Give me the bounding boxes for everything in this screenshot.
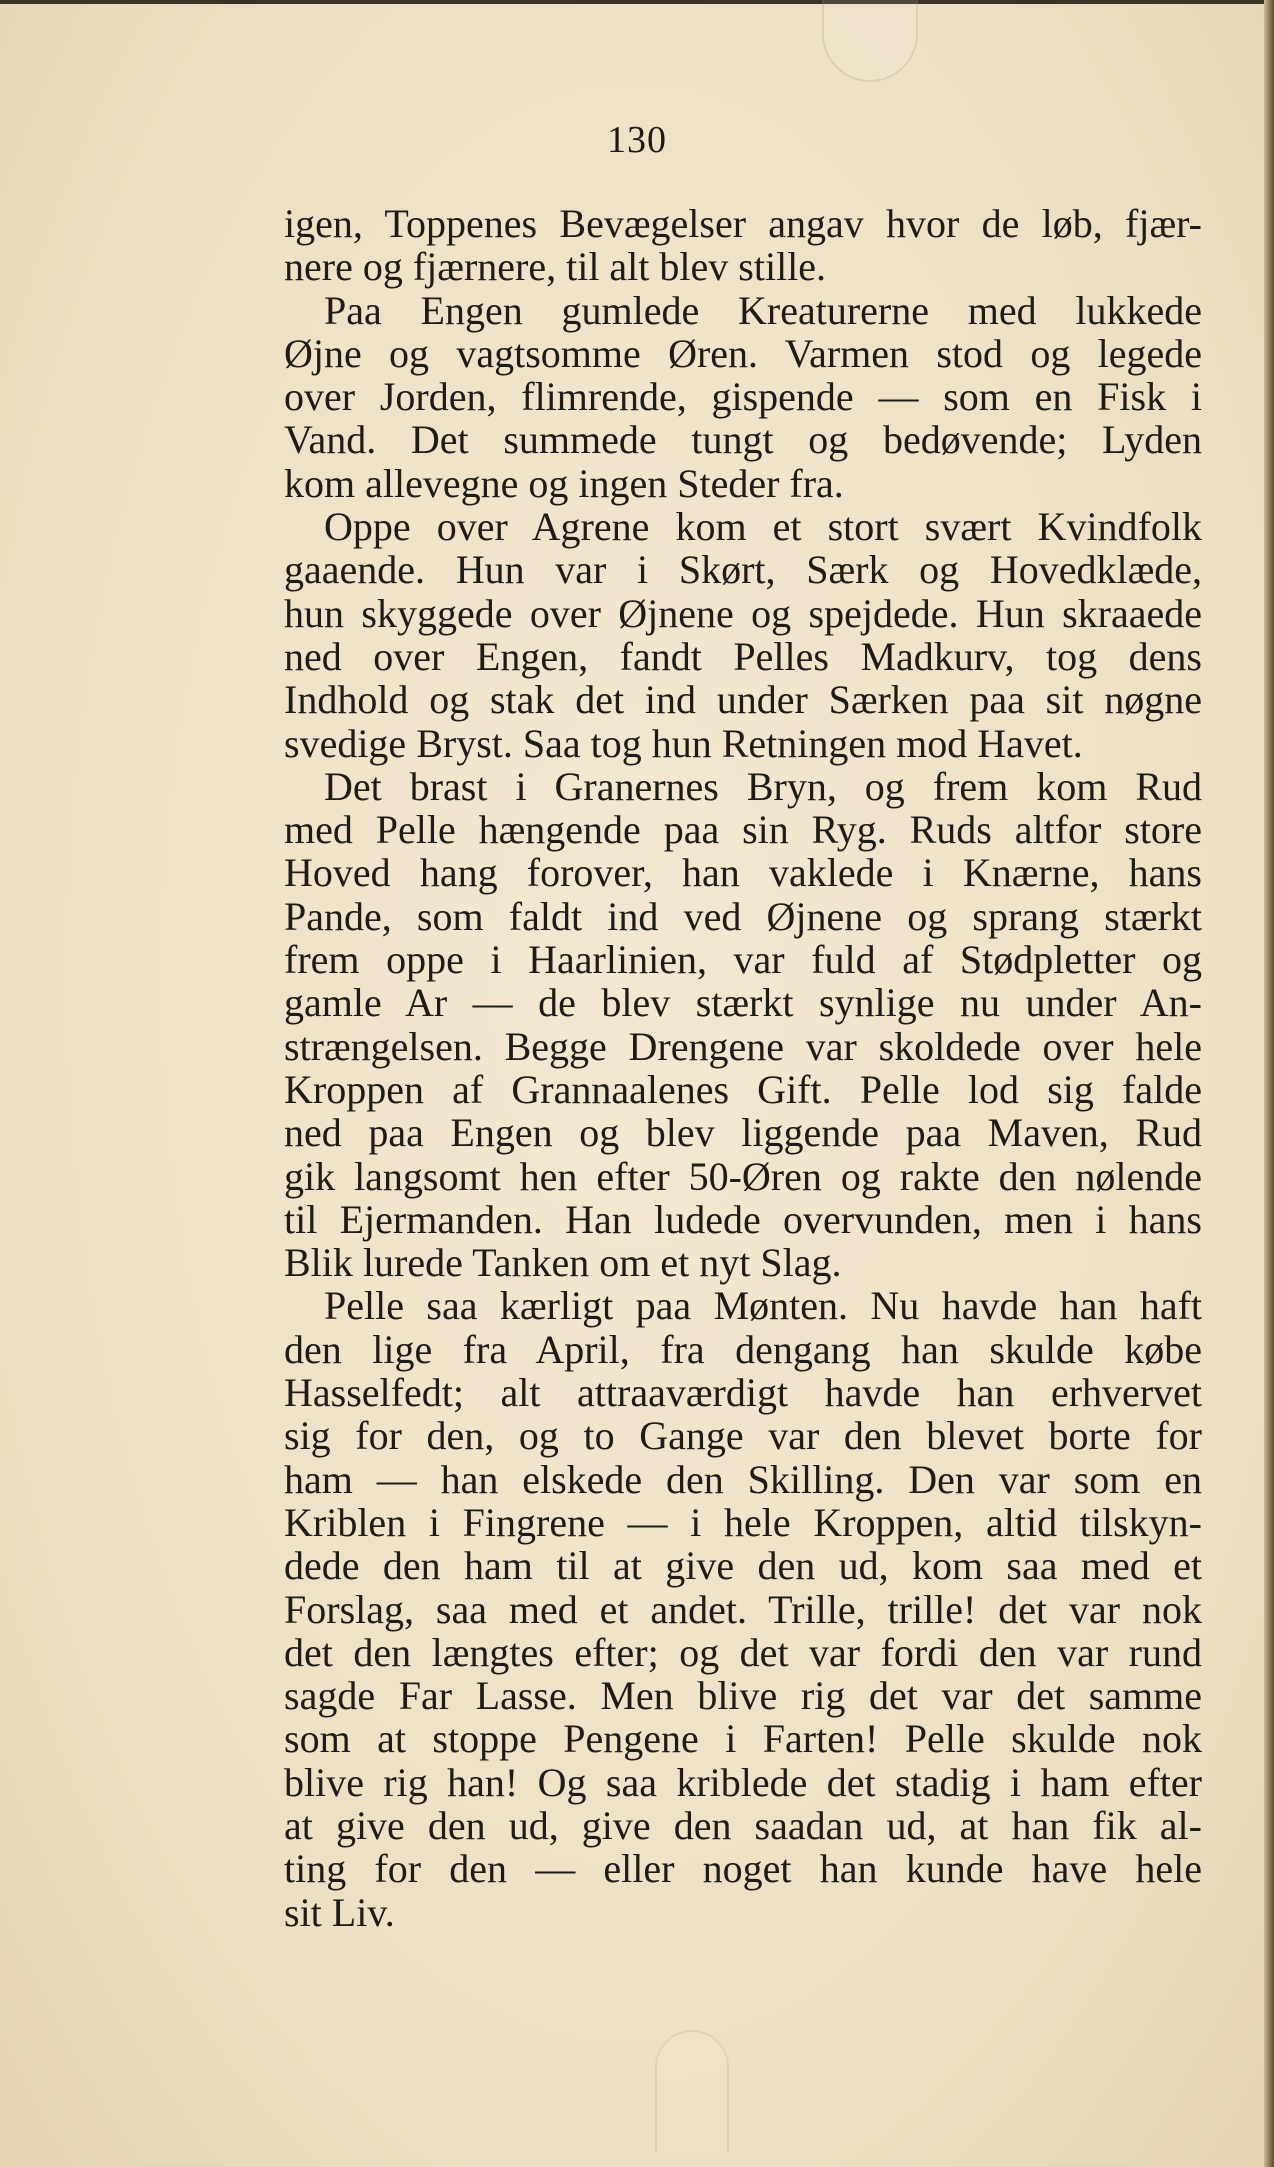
text-line: ham — han elskede den Skilling. Den var som en	[284, 1456, 1202, 1502]
text-line: gik langsomt hen efter 50-Øren og rakte den nølende	[284, 1153, 1202, 1199]
text-line: frem oppe i Haarlinien, var fuld af Stødpletter og	[284, 937, 1202, 983]
page-number: 130	[607, 119, 667, 161]
text-line: Blik lurede Tanken om et nyt Slag.	[284, 1240, 842, 1286]
text-line: dede den ham til at give den ud, kom saa med et	[284, 1543, 1202, 1589]
text-line: ned over Engen, fandt Pelles Madkurv, tog dens	[284, 633, 1202, 679]
text-line: Kriblen i Fingrene — i hele Kroppen, altid tilskyn-	[284, 1499, 1202, 1545]
text-line: Hasselfedt; alt attraaværdigt havde han erhvervet	[284, 1370, 1202, 1416]
paper-blemish-bottom	[655, 2030, 729, 2152]
text-line: Det brast i Granernes Bryn, og frem kom Rud	[324, 763, 1202, 809]
text-line: sagde Far Lasse. Men blive rig det var det samme	[284, 1673, 1202, 1719]
text-line: Pelle saa kærligt paa Mønten. Nu havde han haft	[324, 1283, 1202, 1329]
text-line: det den længtes efter; og det var fordi den var rund	[284, 1629, 1202, 1675]
body-text	[284, 202, 1202, 1934]
text-line: Paa Engen gumlede Kreaturerne med lukkede	[324, 287, 1202, 333]
text-line: Øjne og vagtsomme Øren. Varmen stod og legede	[284, 330, 1202, 376]
text-line: Pande, som faldt ind ved Øjnene og sprang stærkt	[284, 893, 1202, 939]
text-line: at give den ud, give den saadan ud, at han fik al-	[284, 1802, 1202, 1848]
text-line: Indhold og stak det ind under Særken paa sit nøgne	[284, 677, 1202, 723]
page-right-edge	[1264, 0, 1274, 2167]
text-line: nere og fjærnere, til alt blev stille.	[284, 244, 827, 290]
paper-blemish-top	[822, 0, 918, 82]
text-line: kom allevegne og ingen Steder fra.	[284, 460, 844, 506]
text-line: som at stoppe Pengene i Farten! Pelle skulde nok	[284, 1716, 1202, 1762]
text-line: ned paa Engen og blev liggende paa Maven, Rud	[284, 1110, 1202, 1156]
text-line: strængelsen. Begge Drengene var skoldede over hele	[284, 1023, 1202, 1069]
text-line: blive rig han! Og saa kriblede det stadig i ham efter	[284, 1759, 1202, 1805]
page-top-edge	[0, 0, 1274, 4]
text-line: Forslag, saa med et andet. Trille, trille! det var nok	[284, 1586, 1202, 1632]
text-line: den lige fra April, fra dengang han skulde købe	[284, 1326, 1202, 1372]
text-line: sig for den, og to Gange var den blevet borte for	[284, 1413, 1202, 1459]
text-line: med Pelle hængende paa sin Ryg. Ruds altfor store	[284, 807, 1202, 853]
text-line: gaaende. Hun var i Skørt, Særk og Hovedklæde,	[284, 547, 1202, 593]
text-line: Oppe over Agrene kom et stort svært Kvindfolk	[324, 504, 1202, 550]
text-line: ting for den — eller noget han kunde have hele	[284, 1846, 1202, 1892]
text-line: svedige Bryst. Saa tog hun Retningen mod Havet.	[284, 720, 1083, 766]
text-line: over Jorden, flimrende, gispende — som en Fisk i	[284, 374, 1202, 420]
text-line: igen, Toppenes Bevægelser angav hvor de løb, fjær-	[284, 201, 1202, 246]
text-line: gamle Ar — de blev stærkt synlige nu under An-	[284, 980, 1202, 1026]
text-line: til Ejermanden. Han ludede overvunden, men i hans	[284, 1196, 1202, 1242]
text-line: Kroppen af Grannaalenes Gift. Pelle lod sig falde	[284, 1066, 1202, 1112]
text-line: Vand. Det summede tungt og bedøvende; Lyden	[284, 417, 1202, 463]
text-line: Hoved hang forover, han vaklede i Knærne, hans	[284, 850, 1202, 896]
text-line: hun skyggede over Øjnene og spejdede. Hun skraaede	[284, 590, 1202, 636]
text-line: sit Liv.	[284, 1889, 395, 1935]
